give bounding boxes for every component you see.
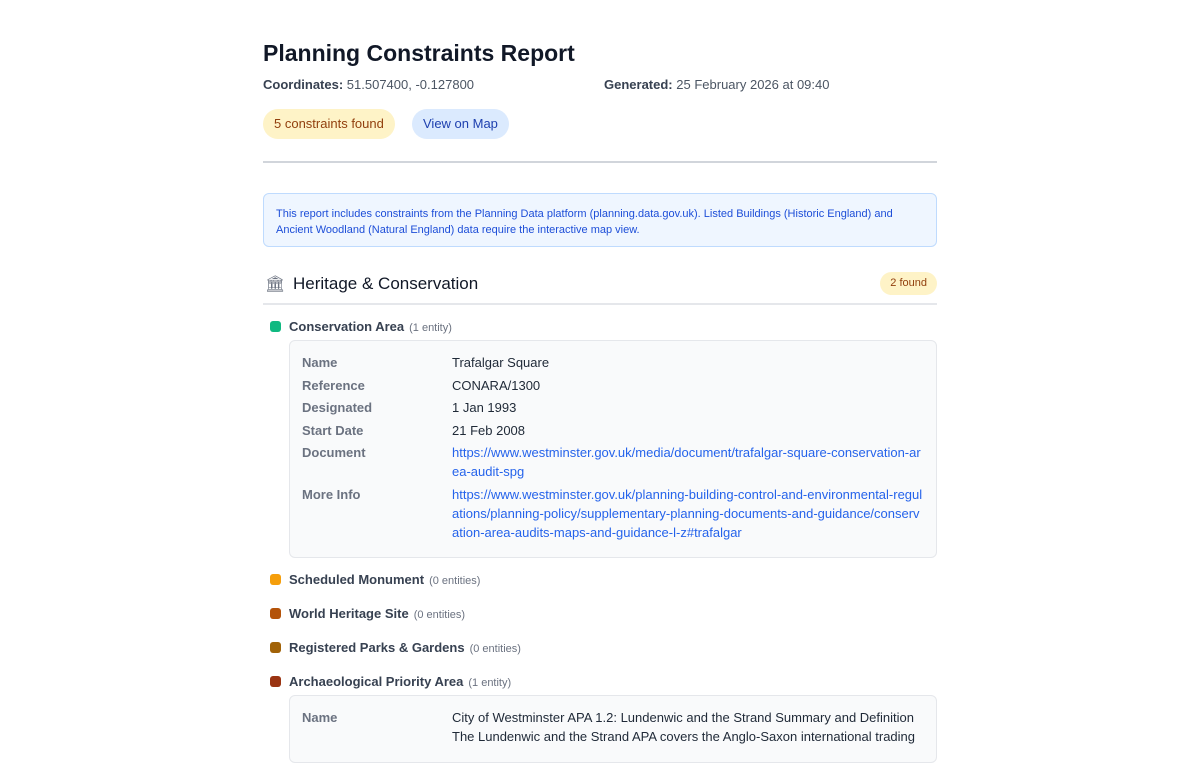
classical-building-icon: 🏛 xyxy=(265,276,286,293)
field-value xyxy=(452,376,924,395)
constraint-name: Registered Parks & Gardens xyxy=(289,640,465,655)
field-text: City of Westminster APA 1.2: Lundenwic and the Strand Summary and Definition The Lundenwic and the Strand APA covers the Anglo-Saxon international trading xyxy=(452,710,916,744)
constraint-item[interactable] xyxy=(270,319,452,335)
info-notice: This report includes constraints from the Planning Data platform (planning.data.gov.uk). Listed Buildings (Historic England) and Ancient Woodland (Natural England) data require the interactive map view. xyxy=(263,193,937,247)
entity-count: (0 entities) xyxy=(413,609,466,621)
coordinates-value: 51.507400, -0.127800 xyxy=(346,77,475,92)
status-dot-icon xyxy=(270,676,281,687)
field-text: 1 Jan 1993 xyxy=(452,400,517,415)
field-row xyxy=(302,443,924,481)
coordinates-label: Coordinates: xyxy=(263,77,344,92)
constraint-item[interactable] xyxy=(270,606,465,622)
entity-card xyxy=(289,695,937,763)
coordinates xyxy=(263,77,474,92)
field-row xyxy=(302,485,924,542)
section-count-badge: 2 found xyxy=(880,272,937,295)
generated-label: Generated: xyxy=(604,77,673,92)
constraint-name: Archaeological Priority Area xyxy=(289,674,464,689)
view-on-map-button[interactable]: View on Map xyxy=(412,109,509,139)
status-dot-icon xyxy=(270,574,281,585)
section-header-heritage xyxy=(263,272,937,305)
entity-count: (1 entity) xyxy=(468,677,512,689)
field-label: Start Date xyxy=(302,422,364,438)
field-value xyxy=(452,421,924,440)
status-dot-icon xyxy=(270,642,281,653)
section-title: Heritage & Conservation xyxy=(293,274,479,293)
field-link[interactable]: https://www.westminster.gov.uk/media/document/trafalgar-square-conservation-area-audit-spg xyxy=(452,445,921,479)
constraint-item[interactable] xyxy=(270,572,480,588)
status-dot-icon xyxy=(270,608,281,619)
field-value xyxy=(452,443,924,481)
entity-card xyxy=(289,340,937,558)
page-title: Planning Constraints Report xyxy=(263,40,575,66)
entity-count: (0 entities) xyxy=(429,575,481,587)
field-value xyxy=(452,398,924,417)
field-label: Designated xyxy=(302,400,373,415)
constraint-name: Scheduled Monument xyxy=(289,572,425,587)
entity-count: (0 entities) xyxy=(469,643,521,655)
constraint-name: World Heritage Site xyxy=(289,606,409,621)
field-text: Trafalgar Square xyxy=(452,355,550,370)
field-text: CONARA/1300 xyxy=(452,377,541,393)
constraints-count-badge: 5 constraints found xyxy=(263,109,395,139)
field-value xyxy=(452,485,924,542)
field-row xyxy=(302,376,924,395)
field-link[interactable]: https://www.westminster.gov.uk/planning-building-control-and-environmental-regulations/planning-policy/supplementary-planning-documents-and-guidance/conservation-area-audits-maps-and-guidance-l-z#trafalgar xyxy=(452,486,923,540)
field-label: Reference xyxy=(302,377,365,393)
field-label: More Info xyxy=(302,486,361,502)
constraint-item[interactable] xyxy=(270,640,521,656)
status-dot-icon xyxy=(270,321,281,332)
generated-value: 25 February 2026 at 09:40 xyxy=(676,77,830,92)
field-label: Name xyxy=(302,355,338,370)
constraint-name: Conservation Area xyxy=(289,319,405,334)
generated xyxy=(604,77,830,92)
entity-count: (1 entity) xyxy=(409,322,452,334)
field-row xyxy=(302,353,924,372)
constraint-item[interactable] xyxy=(270,674,511,690)
field-value xyxy=(452,708,924,746)
field-label: Name xyxy=(302,710,338,725)
divider xyxy=(263,161,937,163)
field-value xyxy=(452,353,924,372)
field-text: 21 Feb 2008 xyxy=(452,422,526,438)
field-label: Document xyxy=(302,445,366,460)
field-row xyxy=(302,398,924,417)
field-row xyxy=(302,421,924,440)
field-row xyxy=(302,708,924,746)
